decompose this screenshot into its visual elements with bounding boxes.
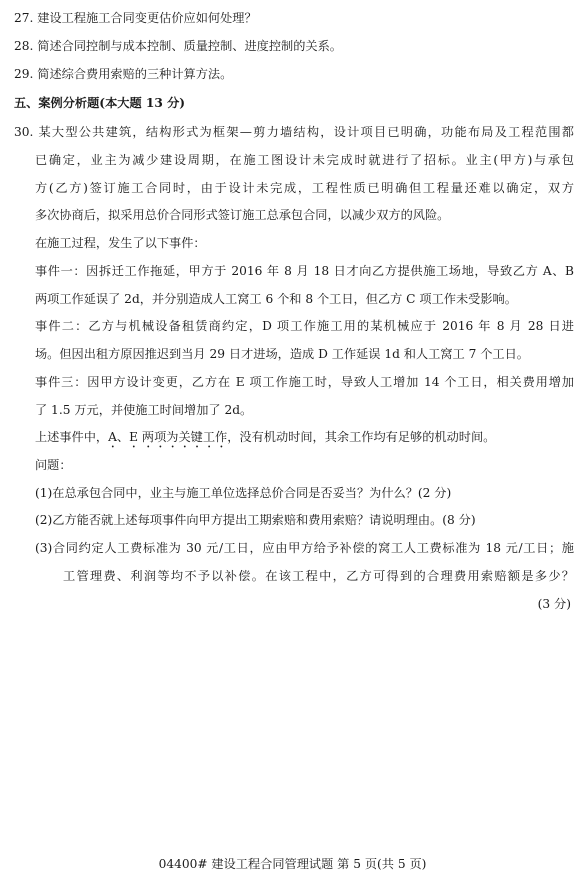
sub-question-3-line-2: 工管理费、利润等均不予以补偿。在该工程中，乙方可得到的合理费用索赔额是多少？ xyxy=(63,569,574,583)
question-27: 27. 建设工程施工合同变更估价应如何处理？ xyxy=(14,11,257,25)
question-29: 29. 简述综合费用索赔的三种计算方法。 xyxy=(14,67,233,81)
section-title: 五、案例分析题(本大题 13 分) xyxy=(14,96,186,110)
sub-question-1: (1)在总承包合同中，业主与施工单位选择总价合同是否妥当？为什么？(2 分) xyxy=(35,486,452,500)
event-2-line-1: 事件二：乙方与机械设备租赁商约定，D 项工作施工用的某机械应于 2016 年 8 月 28 日进 xyxy=(35,319,574,333)
case-text-line-4: 多次协商后，拟采用总价合同形式签订施工总承包合同，以减少双方的风险。 xyxy=(35,208,450,222)
key-work-note-prefix: 上述事件中， xyxy=(35,430,109,444)
key-work-note xyxy=(35,429,495,451)
key-work-emphasis: A、E 两项为关键工作 xyxy=(108,430,228,444)
sub-question-2: (2)乙方能否就上述每项事件向甲方提出工期索赔和费用索赔？请说明理由。(8 分) xyxy=(35,513,476,527)
case-text-line-1: 30. 某大型公共建筑，结构形式为框架—剪力墙结构，设计项目已明确，功能布局及工程范围都 xyxy=(14,125,574,139)
event-3-line-2: 了 1.5 万元，并使施工时间增加了 2d。 xyxy=(35,403,253,417)
event-1-line-1: 事件一：因拆迁工作拖延，甲方于 2016 年 8 月 18 日才向乙方提供施工场地，导致乙方 A、B xyxy=(35,264,574,278)
event-2-line-2: 场。但因出租方原因推迟到当月 29 日才进场，造成 D 工作延误 1d 和人工窝工 7 个工日。 xyxy=(35,347,529,361)
sub-question-3-score: (3 分) xyxy=(537,597,571,611)
page-footer: 04400# 建设工程合同管理试题 第 5 页(共 5 页) xyxy=(158,857,427,871)
questions-label: 问题： xyxy=(35,458,72,472)
case-text-line-2: 已确定，业主为减少建设周期，在施工图设计未完成时就进行了招标。业主(甲方)与承包 xyxy=(35,153,574,167)
event-1-line-2: 两项工作延误了 2d，并分别造成人工窝工 6 个和 8 个工日，但乙方 C 项工作未受影响。 xyxy=(35,292,517,306)
question-28: 28. 简述合同控制与成本控制、质量控制、进度控制的关系。 xyxy=(14,39,342,53)
events-intro: 在施工过程，发生了以下事件： xyxy=(35,236,206,250)
key-work-note-suffix: ，没有机动时间，其余工作均有足够的机动时间。 xyxy=(227,430,496,444)
case-text-line-3: 方(乙方)签订施工合同时，由于设计未完成，工程性质已明确但工程量还难以确定，双方 xyxy=(35,181,574,195)
event-3-line-1: 事件三：因甲方设计变更，乙方在 E 项工作施工时，导致人工增加 14 个工日，相关费用增加 xyxy=(35,375,574,389)
sub-question-3-line-1: (3)合同约定人工费标准为 30 元/工日，应由甲方给予补偿的窝工人工费标准为 18 元/工日；施 xyxy=(35,541,574,555)
